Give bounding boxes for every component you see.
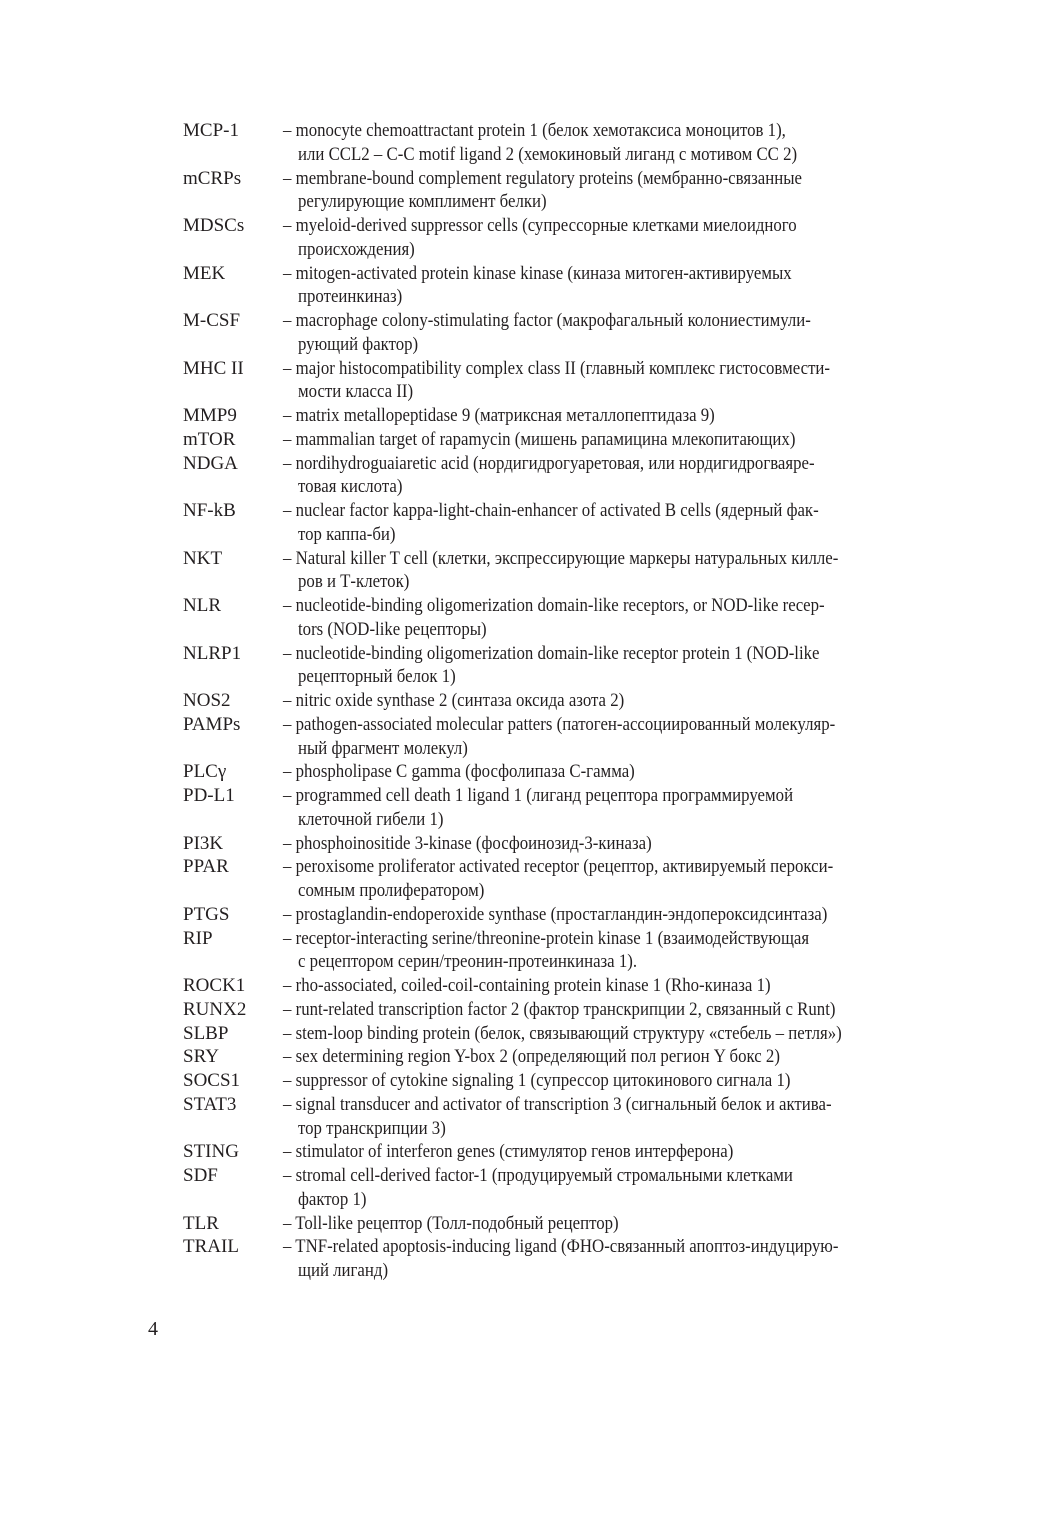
entry-line — [183, 784, 943, 808]
abbreviation-term: RIP — [183, 927, 213, 949]
abbreviation-term: mCRPs — [183, 167, 242, 189]
abbreviation-entry — [183, 452, 943, 500]
entry-line — [183, 1164, 943, 1188]
abbreviation-definition: – peroxisome proliferator activated receptor (рецептор, активируемый перокси- — [283, 856, 834, 878]
abbreviation-entry — [183, 1164, 943, 1212]
entry-line — [183, 404, 943, 428]
abbreviation-term: M-CSF — [183, 310, 241, 331]
abbreviation-definition: – nitric oxide synthase 2 (синтаза оксида азота 2) — [283, 690, 625, 711]
abbreviation-term: MEK — [183, 262, 226, 284]
entry-line — [183, 357, 943, 381]
abbreviation-term: PLCγ — [183, 761, 227, 783]
entry-line — [183, 1093, 943, 1117]
entry-line — [183, 1259, 943, 1283]
abbreviation-list — [183, 119, 943, 1283]
abbreviation-term: SLBP — [183, 1022, 229, 1044]
abbreviation-definition: – stimulator of interferon genes (стимулятор генов интерферона) — [283, 1141, 734, 1163]
abbreviation-entry — [183, 119, 943, 167]
abbreviation-term: NOS2 — [183, 690, 231, 711]
abbreviation-definition: – stromal cell-derived factor-1 (продуцируемый стромальными клетками — [283, 1165, 793, 1186]
abbreviation-definition: – runt-related transcription factor 2 (фактор транскрипции 2, связанный с Runt) — [283, 998, 836, 1020]
abbreviation-definition: – nucleotide-binding oligomerization domain-like receptors, or NOD-like recep- — [283, 595, 825, 616]
abbreviation-definition: – major histocompatibility complex class II (главный комплекс гистосовмести- — [283, 357, 831, 379]
abbreviation-entry — [183, 309, 943, 357]
entry-line — [183, 879, 943, 903]
abbreviation-entry — [183, 167, 943, 215]
entry-line — [183, 855, 943, 879]
abbreviation-definition: – membrane-bound complement regulatory proteins (мембранно-связанные — [283, 167, 802, 189]
abbreviation-definition: сомным пролифератором) — [298, 880, 485, 901]
entry-line — [183, 1117, 943, 1141]
abbreviation-term: PD-L1 — [183, 785, 235, 806]
abbreviation-definition: – mitogen-activated protein kinase kinase (киназа митоген-активируемых — [283, 262, 792, 284]
abbreviation-term: PTGS — [183, 903, 230, 925]
abbreviation-entry — [183, 689, 943, 713]
entry-line — [183, 238, 943, 262]
entry-line — [183, 998, 943, 1022]
entry-line — [183, 1140, 943, 1164]
abbreviation-entry — [183, 1069, 943, 1093]
abbreviation-term: PPAR — [183, 856, 229, 878]
abbreviation-entry — [183, 927, 943, 975]
abbreviation-definition: тор транскрипции 3) — [298, 1117, 446, 1139]
page-number: 4 — [148, 1318, 158, 1340]
entry-line — [183, 689, 943, 713]
abbreviation-term: MDSCs — [183, 215, 245, 236]
abbreviation-term: MMP9 — [183, 405, 237, 426]
entry-line — [183, 665, 943, 689]
abbreviation-entry — [183, 1093, 943, 1141]
abbreviation-term: TRAIL — [183, 1236, 239, 1258]
abbreviation-term: NLRP1 — [183, 642, 242, 664]
abbreviation-entry — [183, 855, 943, 903]
entry-line — [183, 974, 943, 998]
abbreviation-term: ROCK1 — [183, 975, 246, 996]
abbreviation-definition: – receptor-interacting serine/threonine-protein kinase 1 (взаимодействующая — [283, 927, 810, 949]
entry-line — [183, 119, 943, 143]
entry-line — [183, 333, 943, 357]
abbreviation-entry — [183, 642, 943, 690]
abbreviation-definition: – macrophage colony-stimulating factor (макрофагальный колониестимули- — [283, 310, 811, 331]
abbreviation-term: SDF — [183, 1165, 218, 1186]
entry-line — [183, 760, 943, 784]
abbreviation-definition: регулирующие комплимент белки) — [298, 191, 547, 213]
abbreviation-definition: – monocyte chemoattractant protein 1 (белок хемотаксиса моноцитов 1), — [283, 120, 786, 141]
abbreviation-entry — [183, 357, 943, 405]
abbreviation-definition: – suppressor of cytokine signaling 1 (супрессор цитокинового сигнала 1) — [283, 1070, 791, 1091]
abbreviation-definition: – prostaglandin-endoperoxide synthase (простагландин-эндопероксидсинтаза) — [283, 903, 828, 925]
abbreviation-definition: происхождения) — [298, 238, 415, 260]
entry-line — [183, 1069, 943, 1093]
abbreviation-definition: щий лиганд) — [298, 1260, 389, 1281]
entry-line — [183, 523, 943, 547]
entry-line — [183, 499, 943, 523]
abbreviation-term: STING — [183, 1141, 239, 1163]
abbreviation-term: NDGA — [183, 452, 238, 474]
abbreviation-term: MHC II — [183, 357, 244, 379]
abbreviation-entry — [183, 1212, 943, 1236]
abbreviation-entry — [183, 998, 943, 1022]
abbreviation-definition: мости класса II) — [298, 381, 414, 403]
entry-line — [183, 285, 943, 309]
abbreviation-entry — [183, 1022, 943, 1046]
abbreviation-definition: tors (NOD-like рецепторы) — [298, 618, 487, 640]
entry-line — [183, 594, 943, 618]
abbreviation-definition: – programmed cell death 1 ligand 1 (лиганд рецептора программируемой — [283, 785, 794, 806]
abbreviation-definition: товая кислота) — [298, 476, 403, 498]
abbreviation-term: mTOR — [183, 428, 236, 450]
abbreviation-entry — [183, 404, 943, 428]
abbreviation-definition: – pathogen-associated molecular patters (патоген-ассоциированный молекуляр- — [283, 713, 836, 735]
abbreviation-definition: ный фрагмент молекул) — [298, 737, 468, 759]
abbreviation-definition: – signal transducer and activator of transcription 3 (сигнальный белок и актива- — [283, 1093, 832, 1115]
abbreviation-term: NKT — [183, 547, 223, 569]
abbreviation-definition: – nucleotide-binding oligomerization domain-like receptor protein 1 (NOD-like — [283, 642, 820, 664]
abbreviation-entry — [183, 1045, 943, 1069]
abbreviation-definition: рецепторный белок 1) — [298, 666, 456, 688]
entry-line — [183, 380, 943, 404]
entry-line — [183, 570, 943, 594]
abbreviation-entry — [183, 974, 943, 998]
abbreviation-term: STAT3 — [183, 1093, 237, 1115]
abbreviation-term: TLR — [183, 1212, 219, 1234]
entry-line — [183, 903, 943, 927]
abbreviation-definition: протеинкиназ) — [298, 286, 403, 308]
abbreviation-entry — [183, 832, 943, 856]
abbreviation-entry — [183, 760, 943, 784]
abbreviation-definition: или CCL2 – C-C motif ligand 2 (хемокиновый лиганд с мотивом CC 2) — [298, 143, 798, 165]
abbreviation-definition: – matrix metallopeptidase 9 (матриксная металлопептидаза 9) — [283, 405, 715, 426]
entry-line — [183, 452, 943, 476]
abbreviation-definition: – TNF-related apoptosis-inducing ligand (ФНО-связанный апоптоз-индуцирую- — [283, 1236, 839, 1258]
entry-line — [183, 832, 943, 856]
entry-line — [183, 143, 943, 167]
abbreviation-definition: – mammalian target of rapamycin (мишень рапамицина млекопитающих) — [283, 428, 796, 450]
entry-line — [183, 808, 943, 832]
entry-line — [183, 1045, 943, 1069]
abbreviation-definition: – nuclear factor kappa-light-chain-enhancer of activated B cells (ядерный фак- — [283, 500, 819, 521]
entry-line — [183, 309, 943, 333]
abbreviation-definition: рующий фактор) — [298, 333, 419, 355]
abbreviation-entry — [183, 214, 943, 262]
abbreviation-definition: – Natural killer T cell (клетки, экспрессирующие маркеры натуральных килле- — [283, 547, 839, 569]
entry-line — [183, 618, 943, 642]
entry-line — [183, 214, 943, 238]
entry-line — [183, 1188, 943, 1212]
abbreviation-entry — [183, 499, 943, 547]
abbreviation-entry — [183, 713, 943, 761]
entry-line — [183, 547, 943, 571]
abbreviation-entry — [183, 594, 943, 642]
abbreviation-entry — [183, 1140, 943, 1164]
abbreviation-entry — [183, 1235, 943, 1283]
abbreviation-definition: – phosphoinositide 3-kinase (фосфоинозид-3-киназа) — [283, 832, 652, 854]
abbreviation-definition: – sex determining region Y-box 2 (определяющий пол регион Y бокс 2) — [283, 1046, 780, 1068]
abbreviation-definition: – Toll-like рецептор (Толл-подобный рецептор) — [283, 1212, 619, 1234]
abbreviation-entry — [183, 784, 943, 832]
abbreviation-entry — [183, 262, 943, 310]
entry-line — [183, 1212, 943, 1236]
entry-line — [183, 1235, 943, 1259]
abbreviation-definition: фактор 1) — [298, 1188, 367, 1210]
abbreviation-term: SOCS1 — [183, 1070, 241, 1091]
abbreviation-entry — [183, 903, 943, 927]
abbreviation-definition: – myeloid-derived suppressor cells (супрессорные клетками миелоидного — [283, 215, 797, 236]
abbreviation-term: PAMPs — [183, 713, 241, 735]
entry-line — [183, 1022, 943, 1046]
abbreviation-definition: с рецептором серин/треонин-протеинкиназа 1). — [298, 951, 638, 973]
abbreviation-definition: клеточной гибели 1) — [298, 808, 444, 830]
entry-line — [183, 167, 943, 191]
abbreviation-term: SRY — [183, 1046, 219, 1068]
abbreviation-term: RUNX2 — [183, 998, 247, 1020]
entry-line — [183, 713, 943, 737]
abbreviation-entry — [183, 547, 943, 595]
abbreviation-definition: – nordihydroguaiaretic acid (нордигидрогуаретовая, или нордигидрогваяре- — [283, 452, 815, 474]
entry-line — [183, 475, 943, 499]
abbreviation-definition: – rho-associated, coiled-coil-containing protein kinase 1 (Rho-киназа 1) — [283, 975, 771, 996]
entry-line — [183, 950, 943, 974]
abbreviation-entry — [183, 428, 943, 452]
entry-line — [183, 262, 943, 286]
abbreviation-term: MCP-1 — [183, 120, 239, 141]
abbreviation-term: NF-kB — [183, 500, 236, 521]
abbreviation-definition: ров и Т-клеток) — [298, 571, 410, 593]
entry-line — [183, 737, 943, 761]
abbreviation-term: NLR — [183, 595, 221, 616]
abbreviation-definition: тор каппа-би) — [298, 523, 396, 545]
abbreviation-definition: – phospholipase C gamma (фосфолипаза С-гамма) — [283, 761, 635, 783]
entry-line — [183, 642, 943, 666]
abbreviation-term: PI3K — [183, 832, 224, 854]
abbreviation-definition: – stem-loop binding protein (белок, связывающий структуру «стебель – петля») — [283, 1022, 842, 1044]
entry-line — [183, 927, 943, 951]
entry-line — [183, 428, 943, 452]
entry-line — [183, 190, 943, 214]
